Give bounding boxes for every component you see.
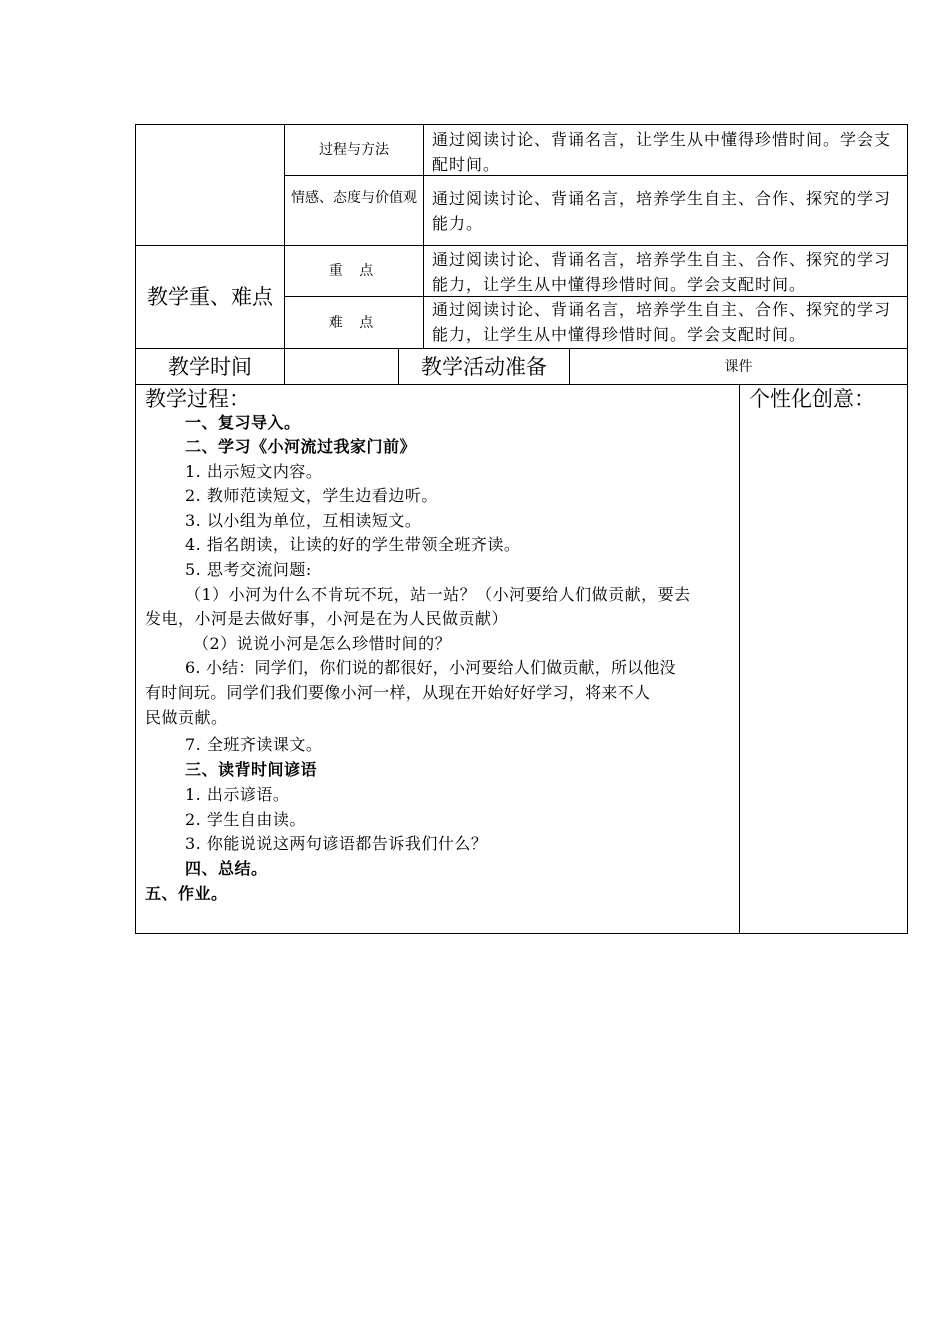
process-line: 7. 全班齐读课文。 xyxy=(185,735,323,754)
process-line: 民做贡献。 xyxy=(145,708,228,727)
table-border-right xyxy=(907,124,908,934)
process-line: （1）小河为什么不肯玩不玩，站一站？（小河要给人们做贡献，要去 xyxy=(185,585,691,604)
process-heading: 教学过程： xyxy=(145,387,250,411)
process-line: （2）说说小河是怎么珍惜时间的？ xyxy=(193,634,452,653)
column-divider xyxy=(423,124,424,348)
teaching-time-value xyxy=(285,349,398,384)
process-line: 二、学习《小河流过我家门前》 xyxy=(185,437,417,456)
process-line: 一、复习导入。 xyxy=(185,413,301,432)
key-point-label: 重 点 xyxy=(328,263,380,279)
process-line: 3. 以小组为单位，互相读短文。 xyxy=(185,511,422,530)
process-line: 3. 你能说说这两句谚语都告诉我们什么？ xyxy=(185,834,488,853)
column-divider xyxy=(739,384,740,933)
process-line: 五、作业。 xyxy=(145,884,228,903)
difficult-point-label: 难 点 xyxy=(328,314,380,331)
difficult-point-text: 通过阅读讨论、背诵名言，培养学生自主、合作、探究的学习能力，让学生从中懂得珍惜时间。学会支配时间。 xyxy=(432,300,892,344)
creative-heading: 个性化创意： xyxy=(749,387,875,411)
process-line: 发电，小河是去做好事，小河是在为人民做贡献） xyxy=(145,609,509,628)
preparation-value: 课件 xyxy=(724,358,753,375)
process-line: 四、总结。 xyxy=(185,859,268,878)
process-line: 5. 思考交流问题: xyxy=(185,560,312,579)
process-line: 4. 指名朗读，让读的好的学生带领全班齐读。 xyxy=(185,535,521,554)
key-point-text: 通过阅读讨论、背诵名言，培养学生自主、合作、探究的学习能力，让学生从中懂得珍惜时间。学会支配时间。 xyxy=(432,250,892,294)
goal-label-process: 过程与方法 xyxy=(319,142,389,158)
process-line: 2. 学生自由读。 xyxy=(185,810,306,829)
process-line: 三、读背时间谚语 xyxy=(185,760,318,779)
process-line: 1. 出示谚语。 xyxy=(185,785,290,804)
teaching-time-label: 教学时间 xyxy=(168,354,252,379)
goal-text-emotion: 通过阅读讨论、背诵名言，培养学生自主、合作、探究的学习能力。 xyxy=(432,189,892,233)
goal-label-emotion: 情感、态度与价值观 xyxy=(291,190,417,206)
process-line: 有时间玩。同学们我们要像小河一样，从现在开始好好学习，将来不人 xyxy=(145,683,651,702)
row-divider xyxy=(284,175,908,176)
process-line: 6. 小结：同学们，你们说的都很好，小河要给人们做贡献，所以他没 xyxy=(185,658,676,677)
process-line: 2. 教师范读短文，学生边看边听。 xyxy=(185,486,438,505)
process-line: 1. 出示短文内容。 xyxy=(185,462,323,481)
table-border-top xyxy=(135,124,908,125)
key-difficult-heading: 教学重、难点 xyxy=(147,285,273,309)
goal-text-process: 通过阅读讨论、背诵名言，让学生从中懂得珍惜时间。学会支配时间。 xyxy=(432,130,892,174)
table-border-bottom xyxy=(135,933,908,934)
preparation-label: 教学活动准备 xyxy=(421,354,547,379)
